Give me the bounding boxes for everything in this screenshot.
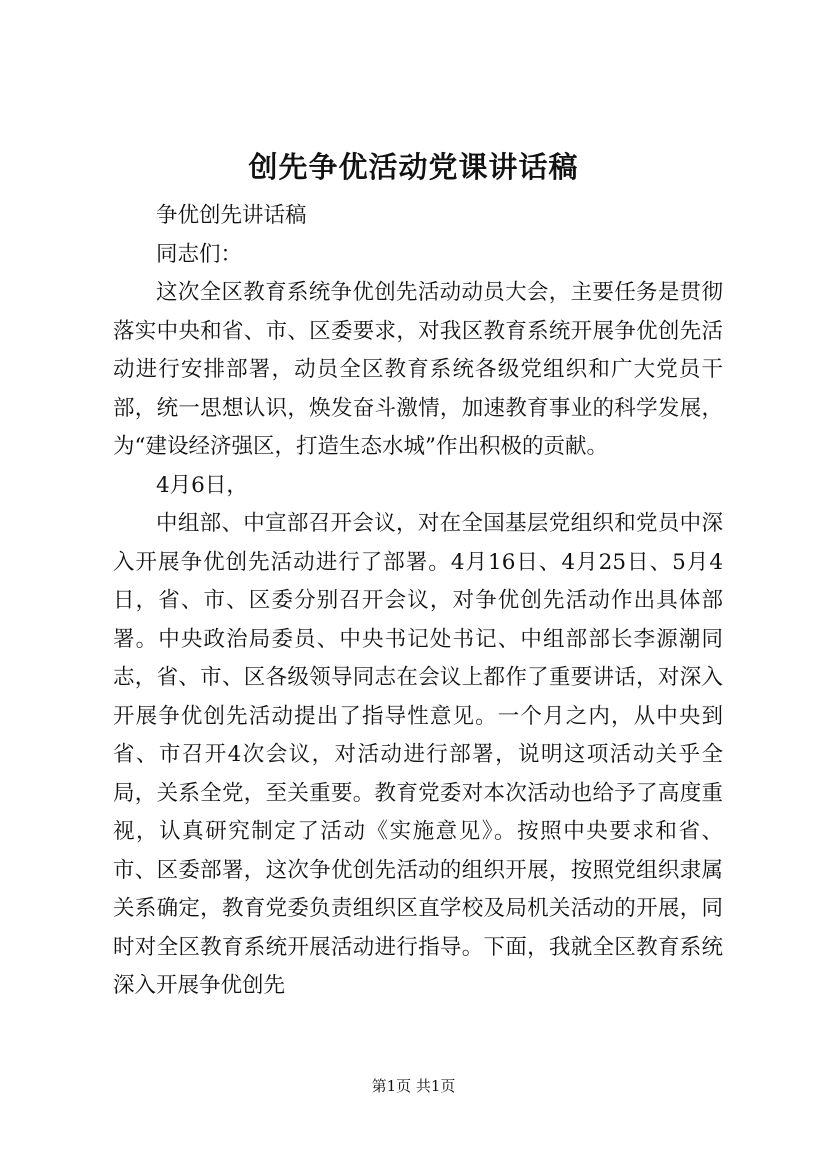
paragraph-main: 中组部、中宣部召开会议，对在全国基层党组织和党员中深入开展争优创先活动进行了部署。4月16日、4月25日、5月4日，省、市、区委分别召开会议，对争优创先活动作出具体部署。中央政治局委员、中央书记处书记、中组部部长李源潮同志，省、市、区各级领导同志在会议上都作了重要讲话，对深入开展争优创先活动提出了指导性意见。一个月之内，从中央到省、市召开4次会议，对活动进行部署，说明这项活动关乎全局，关系全党，至关重要。教育党委对本次活动也给予了高度重视，认真研究制定了活动《实施意见》。按照中央要求和省、市、区委部署，这次争优创先活动的组织开展，按照党组织隶属关系确定，教育党委负责组织区直学校及局机关活动的开展，同时对全区教育系统开展活动进行指导。下面，我就全区教育系统深入开展争优创先 bbox=[113, 511, 723, 998]
paragraph-date: 4月6日， bbox=[156, 472, 248, 498]
page-footer: 第1页 共1页 bbox=[371, 1077, 456, 1095]
paragraph-intro: 这次全区教育系统争优创先活动动员大会，主要任务是贯彻落实中央和省、市、区委要求，对我区教育系统开展争优创先活动进行安排部署，动员全区教育系统各级党组织和广大党员干部，统一思想认识，焕发奋斗激情，加速教育事业的科学发展，为“建设经济强区，打造生态水城”作出积极的贡献。 bbox=[113, 280, 723, 459]
document-body bbox=[113, 197, 723, 1006]
paragraph-subtitle: 争优创先讲话稿 bbox=[156, 203, 307, 228]
paragraph-salutation: 同志们： bbox=[156, 241, 243, 267]
document-title: 创先争优活动党课讲话稿 bbox=[248, 150, 579, 184]
